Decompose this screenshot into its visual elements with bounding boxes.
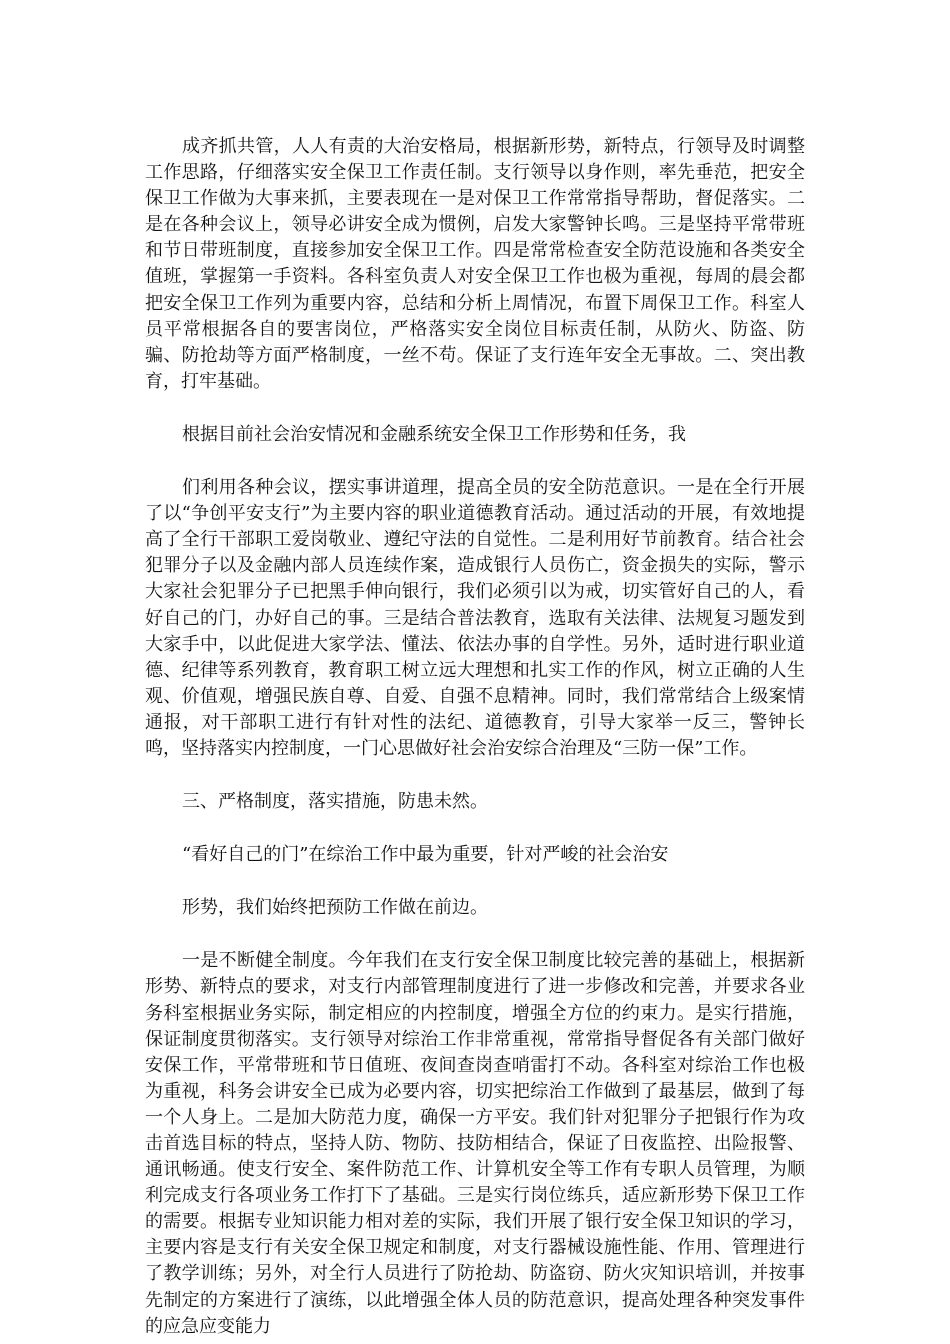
paragraph-education: 们利用各种会议，摆实事讲道理，提高全员的安全防范意识。一是在全行开展了以“争创平安支行”为主要内容的职业道德教育活动。通过活动的开展，有效地提高了全行干部职工爱岗敬业、遵纪守法的自觉性。二是利用好节前教育。结合社会犯罪分子以及金融内部人员连续作案，造成银行人员伤亡，资金损失的实际，警示大家社会犯罪分子已把黑手伸向银行，我们必须引以为戒，切实管好自己的人，看好自己的门，办好自己的事。三是结合普法教育，选取有关法律、法规复习题发到大家手中，以此促进大家学法、懂法、依法办事的自学性。另外，适时进行职业道德、纪律等系列教育，教育职工树立远大理想和扎实工作的作风，树立正确的人生观、价值观，增强民族自尊、自爱、自强不息精神。同时，我们常常结合上级案情通报，对干部职工进行有针对性的法纪、道德教育，引导大家举一反三，警钟长鸣，坚持落实内控制度，一门心思做好社会治安综合治理及“三防一保”工作。 xyxy=(145,477,805,759)
paragraph-guard-door: “看好自己的门”在综治工作中最为重要，针对严峻的社会治安 xyxy=(182,844,669,866)
paragraph-situation-intro: 根据目前社会治安情况和金融系统安全保卫工作形势和任务，我 xyxy=(182,423,686,445)
document-body xyxy=(145,134,805,1340)
paragraph-improve-system: 一是不断健全制度。今年我们在支行安全保卫制度比较完善的基础上，根据新形势、新特点的要求，对支行内部管理制度进行了进一步修改和完善，并要求各业务科室根据业务实际，制定相应的内控制度，增强全方位的约束力。是实行措施，保证制度贯彻落实。支行领导对综治工作非常重视，常常指导督促各有关部门做好安保工作，平常带班和节日值班、夜间查岗查哨雷打不动。各科室对综治工作也极为重视，科务会讲安全已成为必要内容，切实把综治工作做到了最基层，做到了每一个人身上。二是加大防范力度，确保一方平安。我们针对犯罪分子把银行作为攻击首选目标的特点，坚持人防、物防、技防相结合，保证了日夜监控、出险报警、通讯畅通。使支行安全、案件防范工作、计算机安全等工作有专职人员管理，为顺利完成支行各项业务工作打下了基础。三是实行岗位练兵，适应新形势下保卫工作的需要。根据专业知识能力相对差的实际，我们开展了银行安全保卫知识的学习，主要内容是支行有关安全保卫规定和制度，对支行器械设施性能、作用、管理进行了教学训练；另外，对全行人员进行了防抢劫、防盗窃、防火灾知识培训，并按事先制定的方案进行了演练，以此增强全体人员的防范意识，提高处理各种突发事件的应急应变能力 xyxy=(145,950,805,1337)
paragraph-leadership-responsibility: 成齐抓共管，人人有责的大治安格局，根据新形势，新特点，行领导及时调整工作思路，仔细落实安全保卫工作责任制。支行领导以身作则，率先垂范，把安全保卫工作做为大事来抓，主要表现在一是对保卫工作常常指导帮助，督促落实。二是在各种会议上，领导必讲安全成为惯例，启发大家警钟长鸣。三是坚持平常带班和节日带班制度，直接参加安全保卫工作。四是常常检查安全防范设施和各类安全值班，掌握第一手资料。各科室负责人对安全保卫工作也极为重视，每周的晨会都把安全保卫工作列为重要内容，总结和分析上周情况，布置下周保卫工作。科室人员平常根据各自的要害岗位，严格落实安全岗位目标责任制，从防火、防盗、防骗、防抢劫等方面严格制度，一丝不苟。保证了支行连年安全无事故。二、突出教育，打牢基础。 xyxy=(145,136,805,392)
section-heading-strict-system: 三、严格制度，落实措施，防患未然。 xyxy=(182,791,488,813)
paragraph-prevention: 形势，我们始终把预防工作做在前边。 xyxy=(182,897,488,919)
